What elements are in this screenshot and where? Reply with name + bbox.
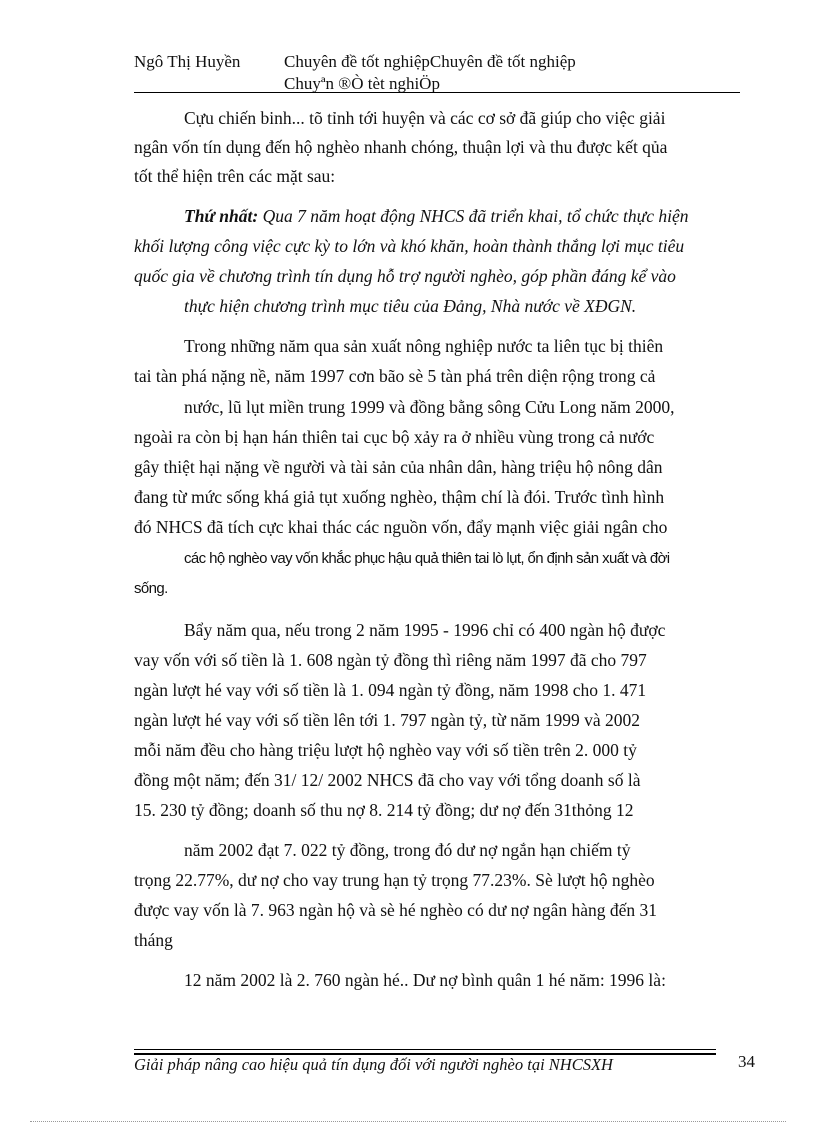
page-number: 34 xyxy=(738,1052,755,1071)
text-line: Trong những năm qua sản xuất nông nghiệp nước ta liên tục bị thiên xyxy=(184,336,664,356)
text-line: tháng xyxy=(134,930,173,950)
paragraph-lead: Thứ nhất: xyxy=(184,206,259,226)
header-title-line-1: Chuyên đề tốt nghiệpChuyên đề tốt nghiệp xyxy=(284,52,576,71)
text-line: các hộ nghèo vay vốn khắc phục hậu quả thiên tai lò lụt, ổn định sản xuất và đời xyxy=(184,550,670,567)
header-divider xyxy=(134,92,740,93)
text-line: ngàn lượt hé vay với số tiền lên tới 1. 797 ngàn tỷ, từ năm 1999 và 2002 xyxy=(134,710,641,730)
text-line: mỗi năm đều cho hàng triệu lượt hộ nghèo vay với số tiền trên 2. 000 tỷ xyxy=(134,740,637,760)
text-line: đang từ mức sống khá giả tụt xuống nghèo, thậm chí là đói. Trước tình hình xyxy=(134,487,665,507)
text-line: 12 năm 2002 là 2. 760 ngàn hé.. Dư nợ bình quân 1 hé năm: 1996 là: xyxy=(184,970,666,990)
text-line: quốc gia về chương trình tín dụng hỗ trợ người nghèo, góp phần đáng kể vào xyxy=(134,266,676,286)
text-line: 15. 230 tỷ đồng; doanh số thu nợ 8. 214 tỷ đồng; dư nợ đến 31thỏng 12 xyxy=(134,800,634,820)
text-line: năm 2002 đạt 7. 022 tỷ đồng, trong đó dư nợ ngắn hạn chiếm tỷ xyxy=(184,840,631,860)
text-line: nước, lũ lụt miền trung 1999 và đồng bằng sông Cửu Long năm 2000, xyxy=(184,397,675,417)
text-line: ngoài ra còn bị hạn hán thiên tai cục bộ xảy ra ở nhiều vùng trong cả nước xyxy=(134,427,655,447)
text-line: ngân vốn tín dụng đến hộ nghèo nhanh chóng, thuận lợi và thu được kết qủa xyxy=(134,137,668,157)
footer-divider xyxy=(134,1049,716,1050)
paragraph-first-point xyxy=(184,206,688,227)
text-line: tai tàn phá nặng nề, năm 1997 cơn bão sè 5 tàn phá trên diện rộng trong cả xyxy=(134,366,656,386)
page-bottom-border xyxy=(30,1121,786,1122)
text-line: vay vốn với số tiền là 1. 608 ngàn tỷ đồng thì riêng năm 1997 đã cho 797 xyxy=(134,650,647,670)
text-line: ngàn lượt hé vay với số tiền là 1. 094 ngàn tỷ đồng, năm 1998 cho 1. 471 xyxy=(134,680,647,700)
text-line: sống. xyxy=(134,580,168,597)
header-title-line-2: Chuyªn ®Ò tèt nghiÖp xyxy=(284,74,440,93)
text-line: trọng 22.77%, dư nợ cho vay trung hạn tỷ trọng 77.23%. Sè lượt hộ nghèo xyxy=(134,870,655,890)
header-author: Ngô Thị Huyền xyxy=(134,52,241,71)
text-line: tốt thể hiện trên các mặt sau: xyxy=(134,166,336,186)
text-line: khối lượng công việc cực kỳ to lớn và khó khăn, hoàn thành thắng lợi mục tiêu xyxy=(134,236,685,256)
text-line: gây thiệt hại nặng về người và tài sản của nhân dân, hàng triệu hộ nông dân xyxy=(134,457,663,477)
text-line: Bẩy năm qua, nếu trong 2 năm 1995 - 1996 chỉ có 400 ngàn hộ được xyxy=(184,620,666,640)
footer-title: Giải pháp nâng cao hiệu quả tín dụng đối với người nghèo tại NHCSXH xyxy=(134,1055,613,1074)
text-line: thực hiện chương trình mục tiêu của Đảng, Nhà nước về XĐGN. xyxy=(184,296,637,316)
text-line: đồng một năm; đến 31/ 12/ 2002 NHCS đã cho vay với tổng doanh số là xyxy=(134,770,641,790)
text-line: đó NHCS đã tích cực khai thác các nguồn vốn, đẩy mạnh việc giải ngân cho xyxy=(134,517,668,537)
text-line: Qua 7 năm hoạt động NHCS đã triển khai, tổ chức thực hiện xyxy=(258,206,689,226)
text-line: được vay vốn là 7. 963 ngàn hộ và sè hé nghèo có dư nợ ngân hàng đến 31 xyxy=(134,900,657,920)
text-line: Cựu chiến binh... tõ tỉnh tới huyện và các cơ sở đã giúp cho việc giải xyxy=(184,108,666,128)
